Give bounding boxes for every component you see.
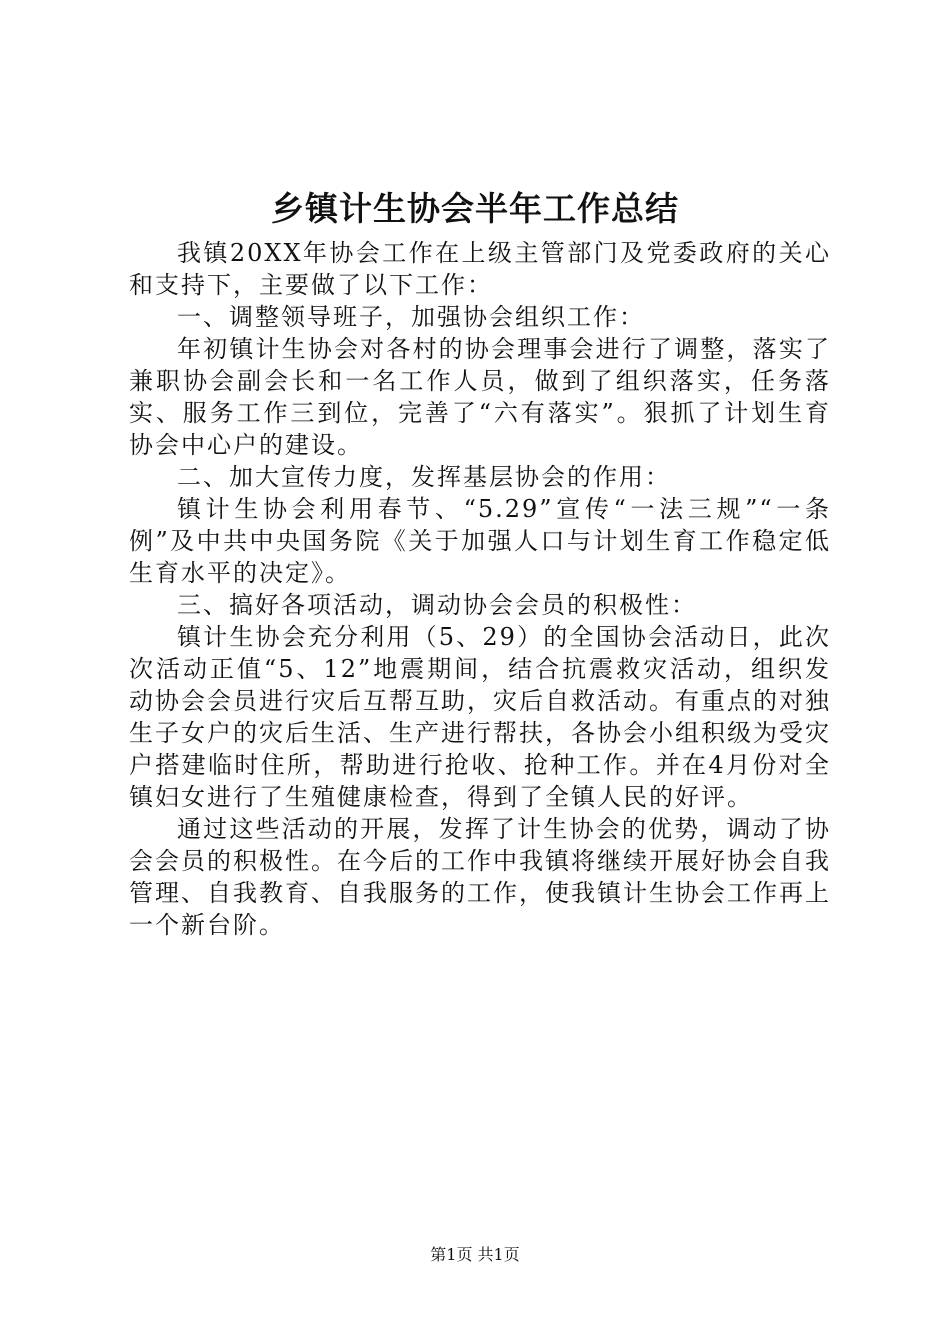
- section-body-2: 镇计生协会利用春节、“5.29”宣传“一法三规”“一条例”及中共中央国务院《关于加强人口与计划生育工作稳定低生育水平的决定》。: [129, 495, 831, 587]
- section-heading-1: 一、调整领导班子，加强协会组织工作：: [177, 303, 645, 331]
- section-body-1: 年初镇计生协会对各村的协会理事会进行了调整，落实了兼职协会副会长和一名工作人员，做到了组织落实，任务落实、服务工作三到位，完善了“六有落实”。狠抓了计划生育协会中心户的建设。: [129, 335, 831, 459]
- page-footer: 第1页 共1页: [430, 1245, 520, 1264]
- section-body-3: 镇计生协会充分利用（5、29）的全国协会活动日，此次次活动正值“5、12”地震期间，结合抗震救灾活动，组织发动协会会员进行灾后互帮互助，灾后自救活动。有重点的对独生子女户的灾后生活、生产进行帮扶，各协会小组积级为受灾户搭建临时住所，帮助进行抢收、抢种工作。并在4月份对全镇妇女进行了生殖健康检查，得到了全镇人民的好评。: [129, 623, 831, 811]
- document-body: [129, 237, 831, 941]
- conclusion-paragraph: 通过这些活动的开展，发挥了计生协会的优势，调动了协会会员的积极性。在今后的工作中我镇将继续开展好协会自我管理、自我教育、自我服务的工作，使我镇计生协会工作再上一个新台阶。: [129, 815, 831, 939]
- intro-paragraph: 我镇20XX年协会工作在上级主管部门及党委政府的关心和支持下，主要做了以下工作：: [129, 239, 831, 299]
- section-heading-2: 二、加大宣传力度，发挥基层协会的作用：: [177, 463, 671, 491]
- document-title: 乡镇计生协会半年工作总结: [271, 189, 679, 228]
- section-heading-3: 三、搞好各项活动，调动协会会员的积极性：: [177, 591, 697, 619]
